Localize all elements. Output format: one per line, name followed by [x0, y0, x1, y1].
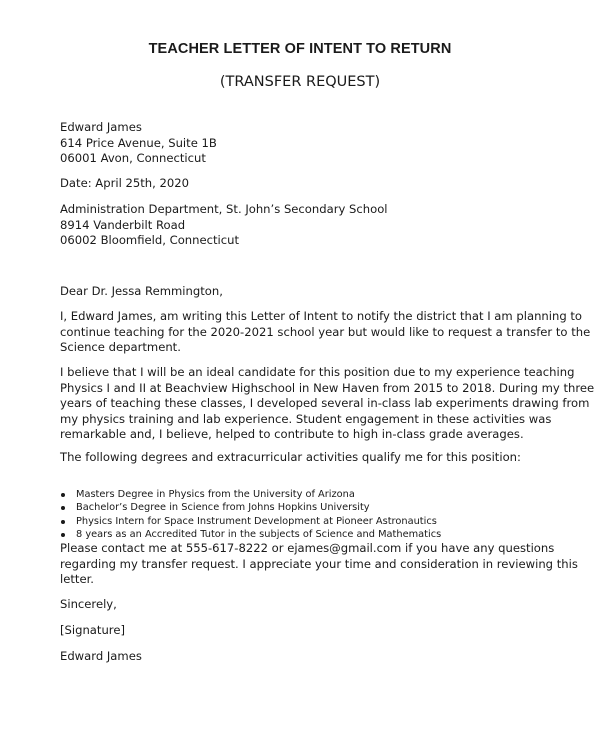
paragraph-line: Please contact me at 555-617-8222 or ejames@gmail.com if you have any questions	[60, 541, 555, 555]
paragraph-line: Physics I and II at Beachview Highschool in New Haven from 2015 to 2018. During my three	[60, 380, 595, 395]
list-item-text: Bachelor’s Degree in Science from Johns Hopkins University	[76, 502, 370, 514]
list-item-text: Physics Intern for Space Instrument Development at Pioneer Astronautics	[76, 515, 437, 527]
letter-date	[60, 176, 550, 192]
qualifications-list	[60, 488, 441, 542]
paragraph-intent	[60, 309, 591, 356]
paragraph-experience	[60, 365, 595, 443]
date-text: Date: April 25th, 2020	[60, 176, 190, 190]
list-item	[60, 501, 441, 514]
paragraph-qualifications-intro	[60, 450, 550, 466]
salutation-text: Dear Dr. Jessa Remmington,	[60, 284, 223, 298]
paragraph-line: Science department.	[60, 340, 181, 354]
list-item-text: 8 years as an Accredited Tutor in the subjects of Science and Mathematics	[76, 529, 442, 541]
list-item	[60, 515, 441, 528]
paragraph-line: regarding my transfer request. I appreciate your time and consideration in reviewing this	[60, 556, 578, 571]
sender-address	[60, 120, 550, 167]
list-item	[60, 528, 441, 541]
recipient-line-2: 8914 Vanderbilt Road	[60, 217, 186, 232]
sender-address-line-2: 06001 Avon, Connecticut	[60, 151, 206, 165]
signoff-name-text: Edward James	[60, 649, 142, 663]
paragraph-line: I believe that I will be an ideal candidate for this position due to my experience teaching	[60, 365, 575, 379]
recipient-line-1: Administration Department, St. John’s Secondary School	[60, 202, 388, 216]
bullet-icon	[61, 506, 65, 510]
letter-subtitle: (TRANSFER REQUEST)	[219, 74, 381, 90]
paragraph-line: I, Edward James, am writing this Letter of Intent to notify the district that I am planning to	[60, 309, 583, 323]
recipient-address	[60, 202, 550, 249]
bullet-icon	[61, 533, 65, 537]
paragraph-line: letter.	[60, 572, 94, 586]
bullet-icon	[61, 493, 65, 497]
paragraph-line: my physics training and lab experience. Student engagement in these activities was	[60, 411, 552, 426]
paragraph-line: years of teaching these classes, I developed several in-class lab experiments drawing from	[60, 396, 590, 410]
recipient-line-3: 06002 Bloomfield, Connecticut	[60, 233, 240, 247]
sender-address-line-1: 614 Price Avenue, Suite 1B	[60, 135, 217, 150]
list-item-text: Masters Degree in Physics from the University of Arizona	[76, 489, 355, 500]
closing-text: Sincerely,	[60, 597, 117, 611]
paragraph-line: remarkable and, I believe, helped to contribute to high in-class grade averages.	[60, 427, 524, 441]
signature-text: [Signature]	[60, 623, 125, 637]
letter-title: TEACHER LETTER OF INTENT TO RETURN	[148, 41, 452, 57]
signature-placeholder	[60, 623, 550, 639]
paragraph-line: continue teaching for the 2020-2021 school year but would like to request a transfer to the	[60, 324, 591, 339]
list-item	[60, 488, 441, 501]
closing	[60, 597, 550, 613]
sender-name: Edward James	[60, 120, 142, 134]
salutation	[60, 284, 550, 300]
paragraph-contact	[60, 541, 578, 588]
bullet-icon	[61, 520, 65, 524]
signoff-name	[60, 649, 550, 665]
paragraph-line: The following degrees and extracurricular activities qualify me for this position:	[60, 450, 521, 464]
